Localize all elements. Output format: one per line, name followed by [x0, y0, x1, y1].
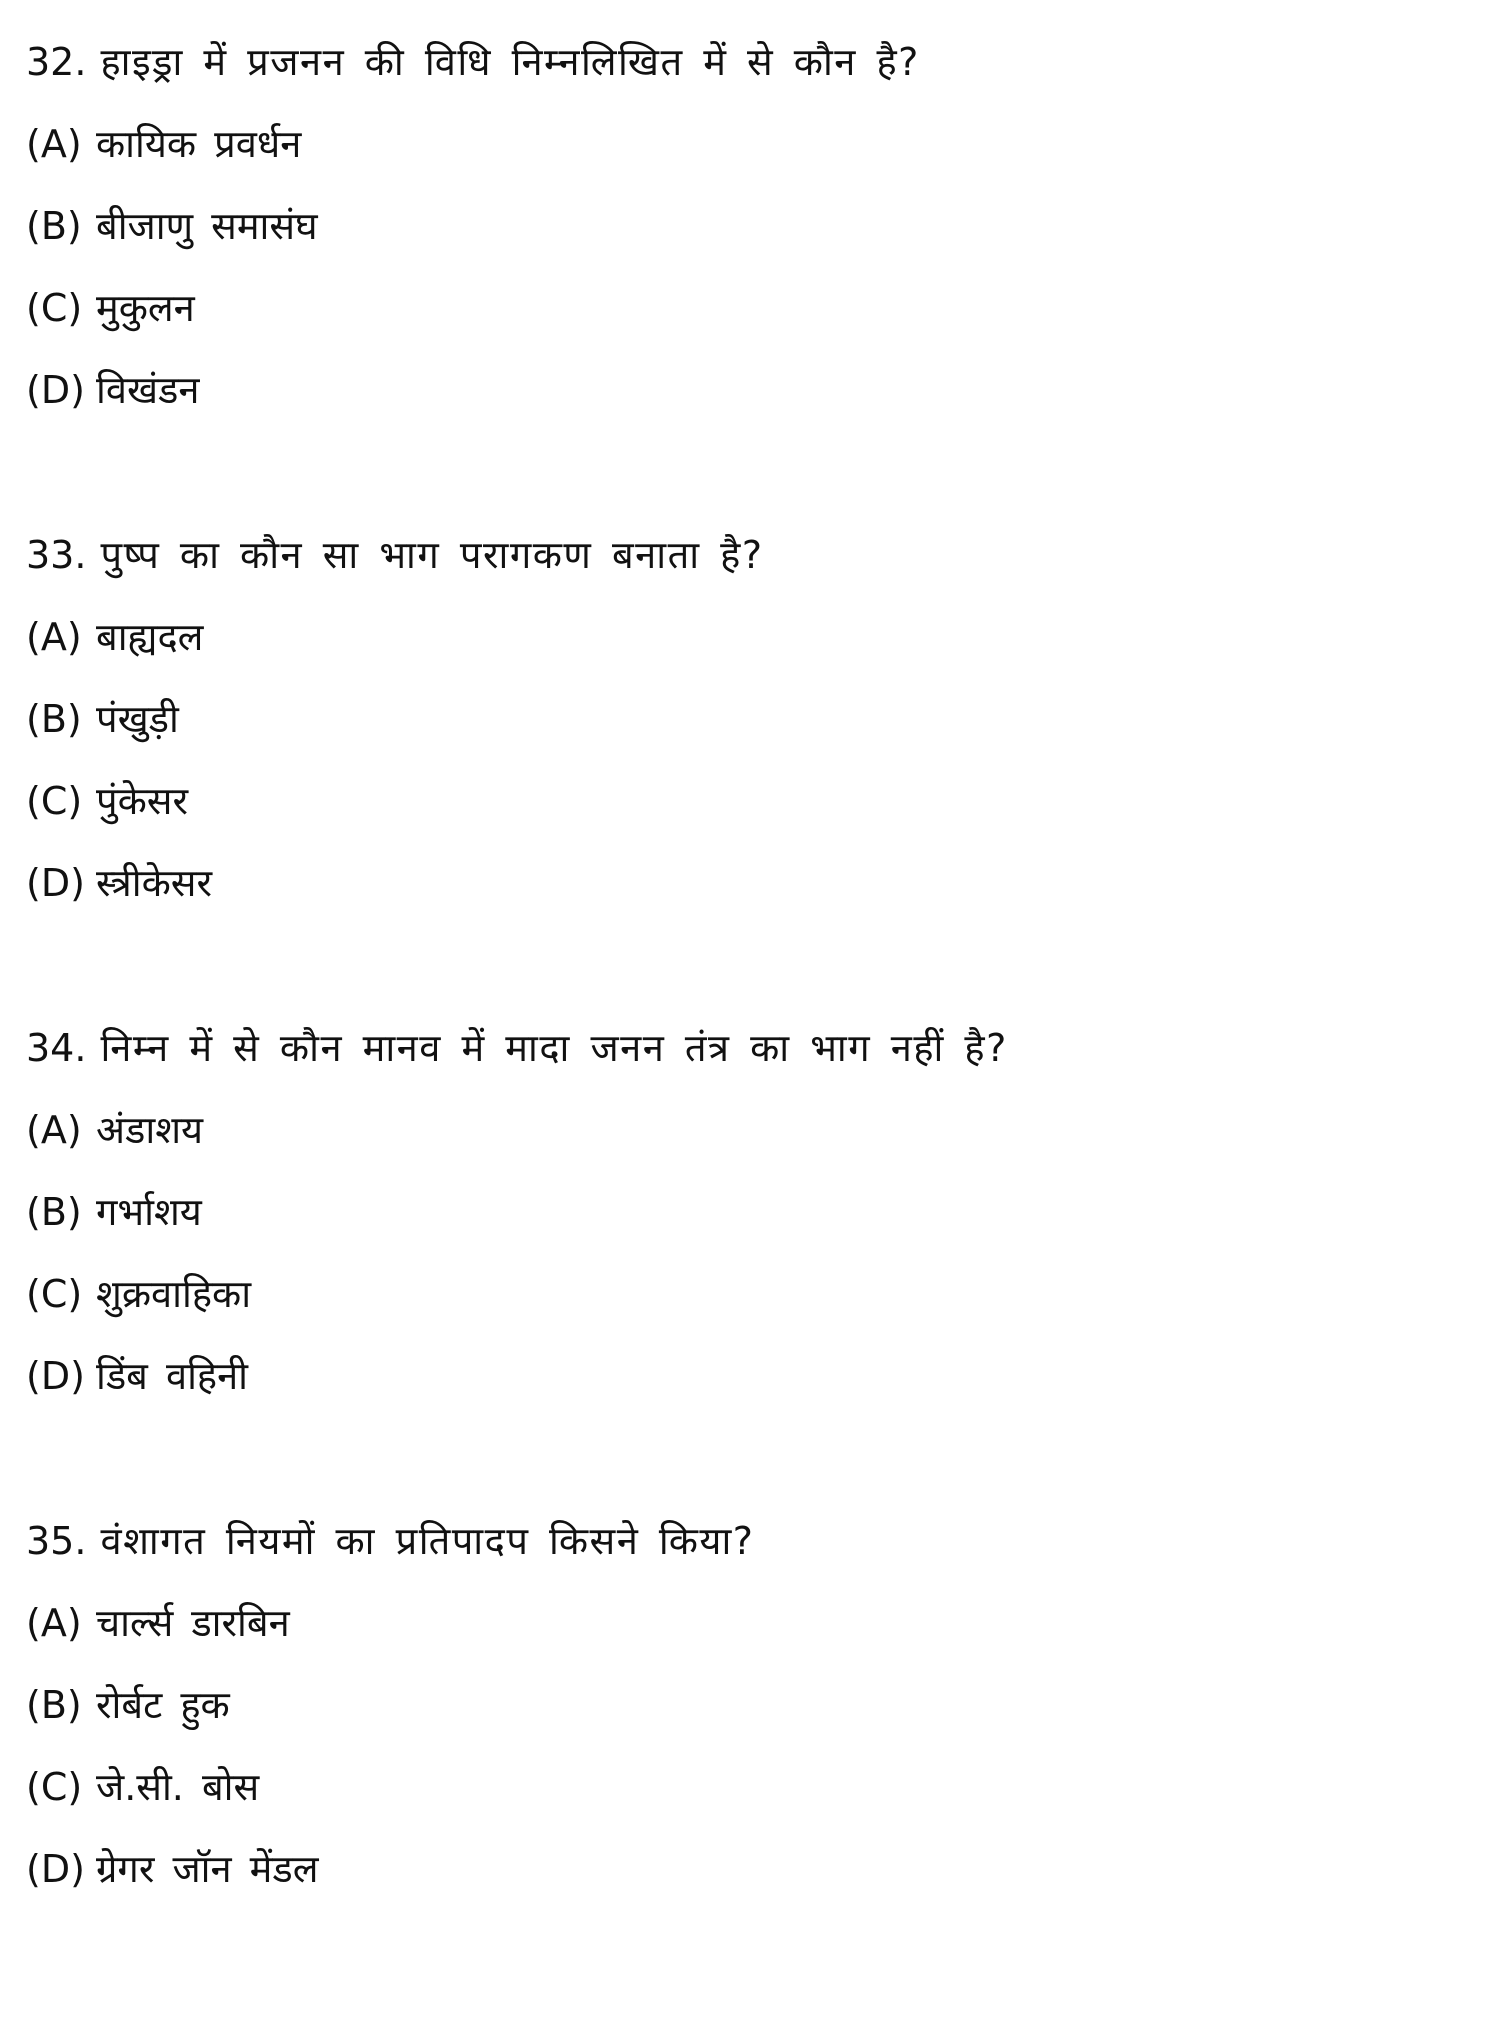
option-c	[26, 761, 1466, 843]
question-line	[26, 1008, 1466, 1090]
question-line	[26, 515, 1466, 597]
option-key: (B)	[26, 697, 82, 742]
option-key: (C)	[26, 1765, 83, 1810]
option-d	[26, 1829, 1466, 1911]
option-text: बीजाणु समासंघ	[96, 204, 318, 249]
option-text: डिंब वहिनी	[96, 1354, 249, 1399]
option-d	[26, 350, 1466, 432]
option-b	[26, 679, 1466, 761]
option-text: पुंकेसर	[96, 779, 188, 824]
option-text: रोर्बट हुक	[96, 1683, 230, 1728]
question-35	[26, 1501, 1466, 1911]
option-b	[26, 186, 1466, 268]
question-number: 34.	[26, 1026, 87, 1071]
option-key: (A)	[26, 615, 82, 660]
option-a	[26, 104, 1466, 186]
option-key: (D)	[26, 1847, 85, 1892]
option-text: गर्भाशय	[96, 1190, 202, 1235]
option-a	[26, 1090, 1466, 1172]
question-text: पुष्प का कौन सा भाग परागकण बनाता है?	[100, 533, 764, 578]
option-key: (A)	[26, 1601, 82, 1646]
option-text: शुक्रवाहिका	[96, 1272, 252, 1317]
option-key: (D)	[26, 368, 85, 413]
option-text: बाह्यदल	[96, 615, 204, 660]
option-a	[26, 597, 1466, 679]
question-line	[26, 1501, 1466, 1583]
option-key: (A)	[26, 1108, 82, 1153]
option-b	[26, 1665, 1466, 1747]
option-a	[26, 1583, 1466, 1665]
option-text: ग्रेगर जॉन मेंडल	[96, 1847, 319, 1892]
question-text: हाइड्रा में प्रजनन की विधि निम्नलिखित में से कौन है?	[100, 40, 920, 85]
option-key: (D)	[26, 1354, 85, 1399]
option-b	[26, 1172, 1466, 1254]
option-d	[26, 843, 1466, 925]
option-key: (C)	[26, 1272, 83, 1317]
question-33	[26, 515, 1466, 925]
option-text: पंखुड़ी	[96, 697, 179, 742]
option-text: जे.सी. बोस	[96, 1765, 260, 1810]
question-32	[26, 22, 1466, 432]
question-34	[26, 1008, 1466, 1418]
question-line	[26, 22, 1466, 104]
option-key: (C)	[26, 779, 83, 824]
option-text: स्त्रीकेसर	[96, 861, 213, 906]
question-number: 33.	[26, 533, 87, 578]
option-text: अंडाशय	[96, 1108, 204, 1153]
option-text: विखंडन	[96, 368, 200, 413]
option-key: (D)	[26, 861, 85, 906]
question-text: निम्न में से कौन मानव में मादा जनन तंत्र का भाग नहीं है?	[100, 1026, 1008, 1071]
option-c	[26, 1747, 1466, 1829]
option-key: (B)	[26, 204, 82, 249]
option-text: मुकुलन	[96, 286, 195, 331]
option-text: चार्ल्स डारबिन	[96, 1601, 290, 1646]
option-d	[26, 1336, 1466, 1418]
option-key: (A)	[26, 122, 82, 167]
question-number: 32.	[26, 40, 87, 85]
question-text: वंशागत नियमों का प्रतिपादप किसने किया?	[100, 1519, 755, 1564]
question-number: 35.	[26, 1519, 87, 1564]
option-c	[26, 1254, 1466, 1336]
option-c	[26, 268, 1466, 350]
option-key: (C)	[26, 286, 83, 331]
option-text: कायिक प्रवर्धन	[96, 122, 302, 167]
option-key: (B)	[26, 1190, 82, 1235]
option-key: (B)	[26, 1683, 82, 1728]
